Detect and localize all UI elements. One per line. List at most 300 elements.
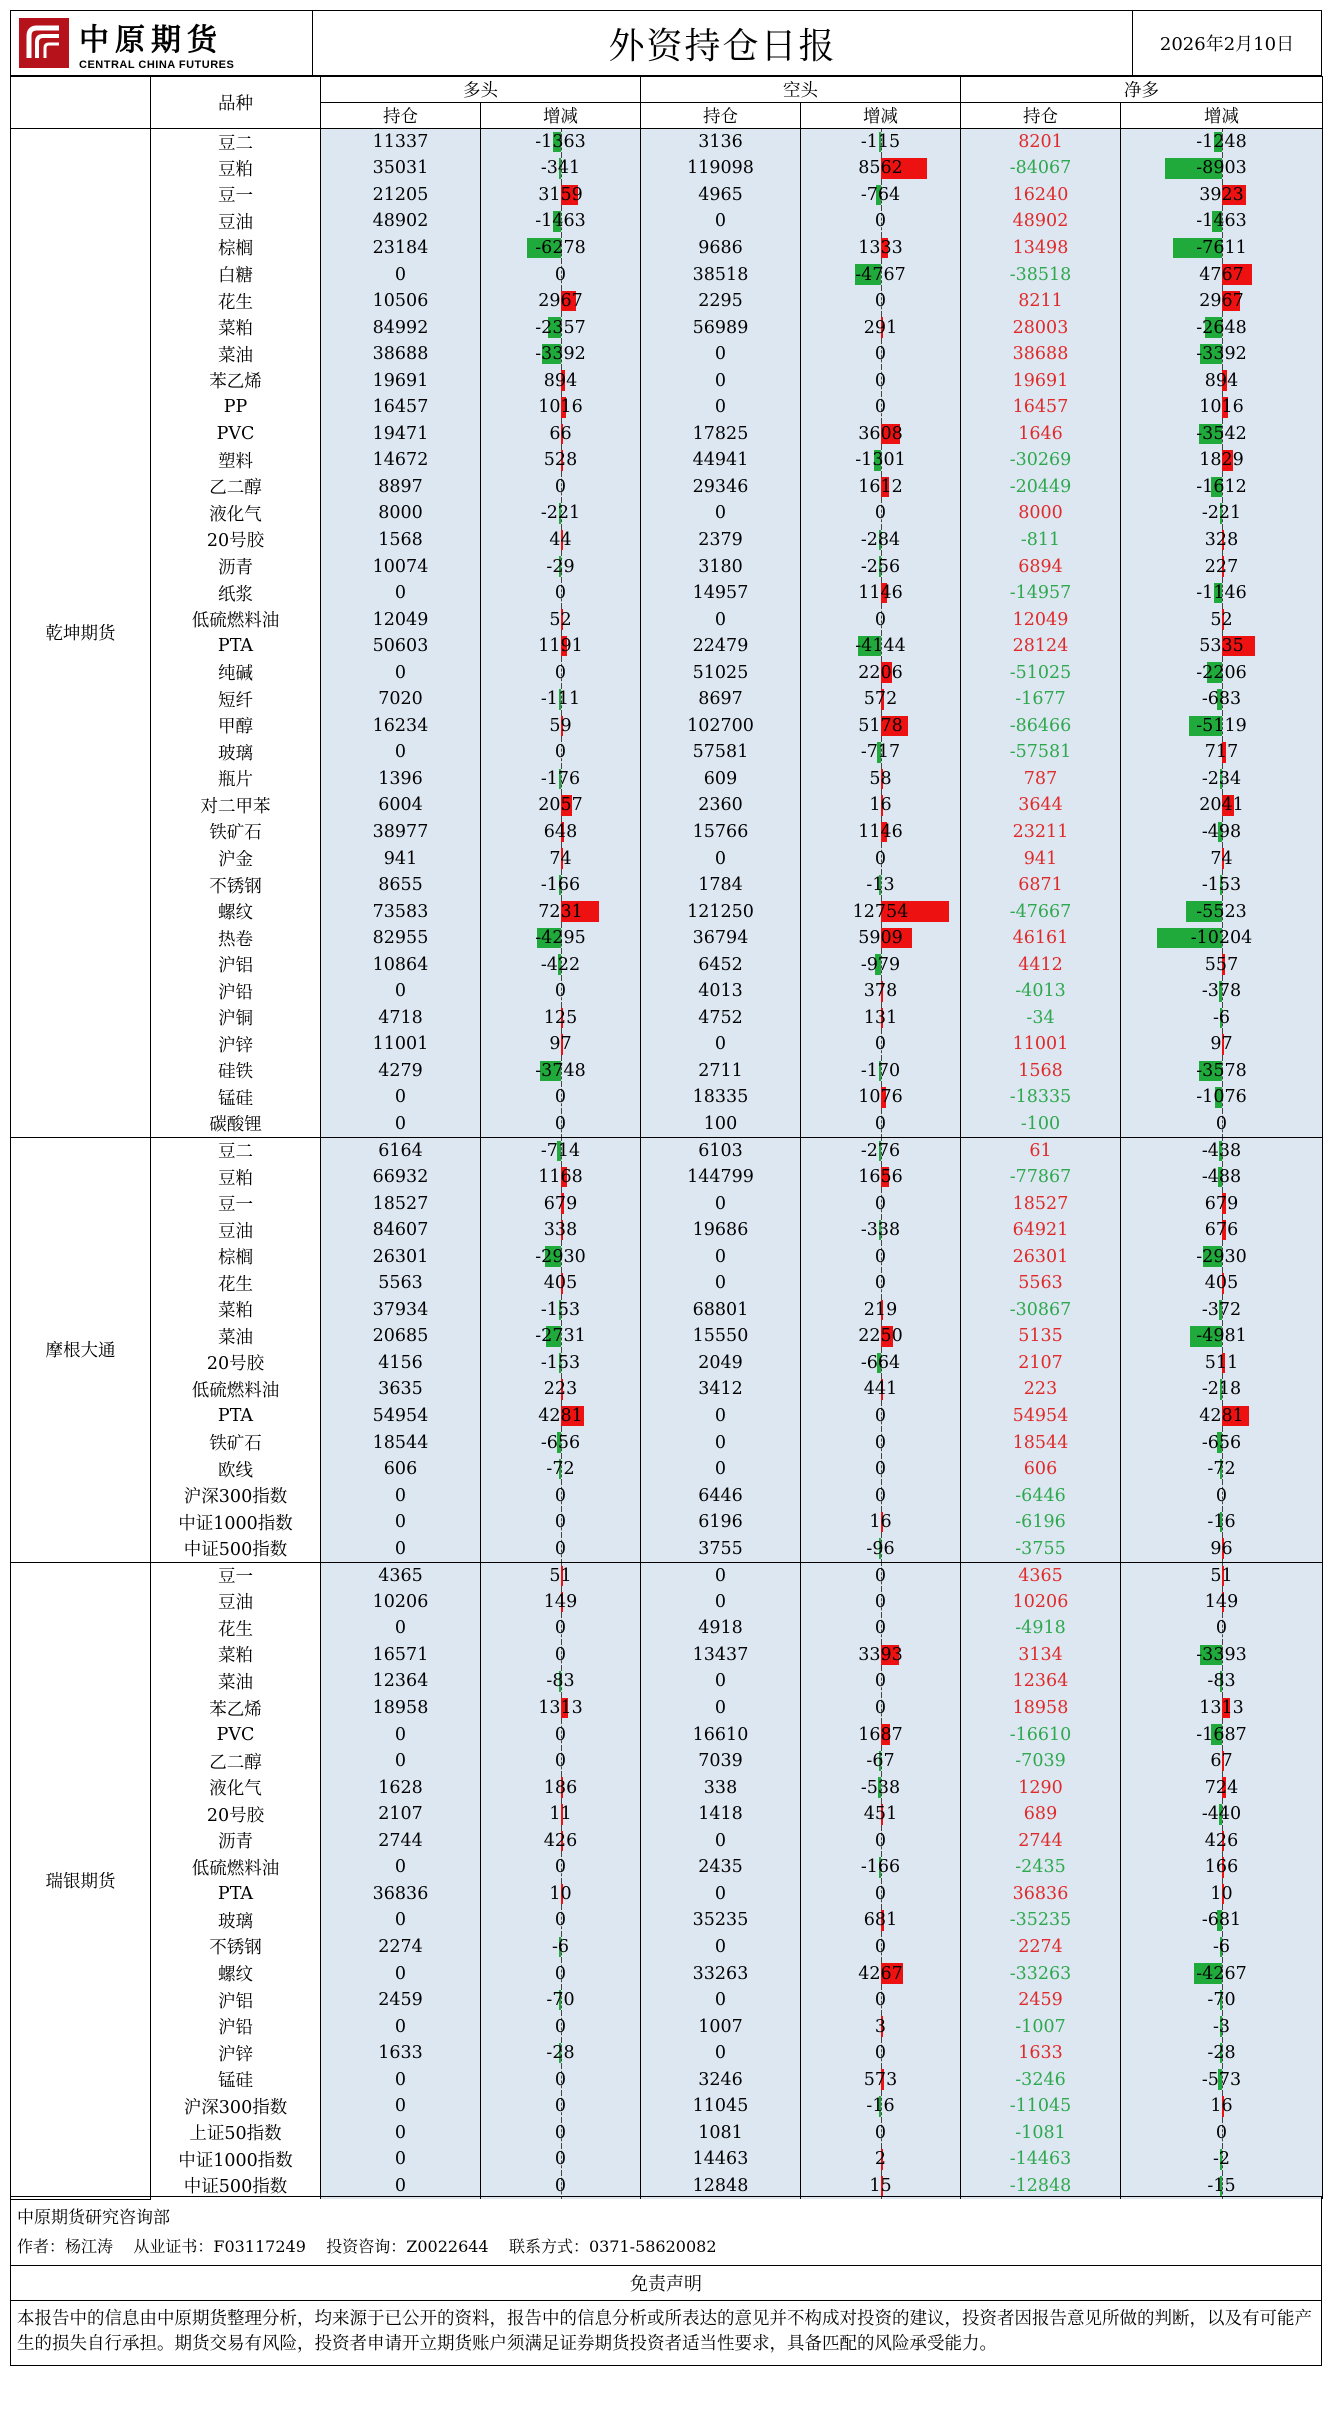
short-position: 0 <box>641 1190 801 1217</box>
long-position: 0 <box>321 1084 481 1111</box>
change-value: -2206 <box>1196 662 1247 683</box>
variety-name: 苯乙烯 <box>151 367 321 394</box>
change-value: -1301 <box>855 450 906 471</box>
net-position: -3246 <box>961 2066 1121 2093</box>
change-value: -4767 <box>855 264 906 285</box>
short-change <box>801 1907 961 1934</box>
change-value: 0 <box>874 344 887 365</box>
change-value: 0 <box>874 397 887 418</box>
short-change <box>801 686 961 713</box>
short-change <box>801 2066 961 2093</box>
long-change <box>481 1695 641 1722</box>
net-position: 689 <box>961 1801 1121 1828</box>
change-value: 679 <box>1204 1193 1239 1214</box>
change-value: -6278 <box>535 237 586 258</box>
net-change <box>1121 1323 1323 1350</box>
change-value: 0 <box>874 1990 887 2011</box>
short-position: 13437 <box>641 1642 801 1669</box>
long-position: 0 <box>321 2120 481 2147</box>
net-position: 787 <box>961 766 1121 793</box>
long-change <box>481 1721 641 1748</box>
table-row <box>11 527 1323 554</box>
long-position: 16457 <box>321 394 481 421</box>
long-position: 4156 <box>321 1350 481 1377</box>
net-change <box>1121 978 1323 1005</box>
short-change <box>801 235 961 262</box>
short-position: 3412 <box>641 1376 801 1403</box>
variety-name: 沪铅 <box>151 978 321 1005</box>
change-value: 291 <box>863 317 898 338</box>
short-position: 17825 <box>641 421 801 448</box>
long-position: 16234 <box>321 713 481 740</box>
net-change <box>1121 1934 1323 1961</box>
net-change <box>1121 527 1323 554</box>
long-position: 2744 <box>321 1828 481 1855</box>
table-row <box>11 2093 1323 2120</box>
long-position: 0 <box>321 261 481 288</box>
short-position: 0 <box>641 1429 801 1456</box>
short-change <box>801 739 961 766</box>
short-position: 6196 <box>641 1509 801 1536</box>
change-value: 1146 <box>858 583 903 604</box>
long-change <box>481 1535 641 1562</box>
change-value: -70 <box>1207 1990 1236 2011</box>
short-change <box>801 1005 961 1032</box>
long-change <box>481 978 641 1005</box>
short-position: 4965 <box>641 182 801 209</box>
long-position: 8655 <box>321 872 481 899</box>
long-position: 19471 <box>321 421 481 448</box>
change-value: 679 <box>543 1193 578 1214</box>
short-change <box>801 208 961 235</box>
short-change <box>801 1828 961 1855</box>
logo-mark-icon <box>19 18 69 68</box>
net-change <box>1121 951 1323 978</box>
short-change-header: 增减 <box>801 103 961 129</box>
net-position-header: 持仓 <box>961 103 1121 129</box>
net-change <box>1121 766 1323 793</box>
long-position: 8000 <box>321 500 481 527</box>
short-position: 0 <box>641 500 801 527</box>
short-change <box>801 606 961 633</box>
change-value: -67 <box>866 1751 895 1772</box>
net-position: -4013 <box>961 978 1121 1005</box>
net-position: -6446 <box>961 1482 1121 1509</box>
short-change <box>801 1589 961 1616</box>
long-change <box>481 1801 641 1828</box>
short-change <box>801 500 961 527</box>
change-value: 0 <box>874 1113 887 1134</box>
table-row <box>11 1960 1323 1987</box>
net-change <box>1121 1960 1323 1987</box>
short-change <box>801 872 961 899</box>
variety-name: 苯乙烯 <box>151 1695 321 1722</box>
long-change <box>481 2040 641 2067</box>
long-change <box>481 1376 641 1403</box>
long-position: 54954 <box>321 1403 481 1430</box>
long-change <box>481 872 641 899</box>
table-row <box>11 1111 1323 1138</box>
change-value: -166 <box>860 1857 901 1878</box>
table-row <box>11 1748 1323 1775</box>
table-row <box>11 2066 1323 2093</box>
change-value: 0 <box>1215 2122 1228 2143</box>
long-change <box>481 129 641 156</box>
short-change <box>801 474 961 501</box>
change-value: 572 <box>863 689 898 710</box>
short-change <box>801 182 961 209</box>
short-position: 15766 <box>641 819 801 846</box>
net-position: 4412 <box>961 951 1121 978</box>
long-change <box>481 1005 641 1032</box>
short-position: 18335 <box>641 1084 801 1111</box>
change-value: 1333 <box>858 237 903 258</box>
short-change <box>801 1535 961 1562</box>
change-value: -28 <box>1207 2043 1236 2064</box>
net-position: -33263 <box>961 1960 1121 1987</box>
long-position: 35031 <box>321 155 481 182</box>
change-value: -714 <box>540 1140 581 1161</box>
table-row <box>11 261 1323 288</box>
short-position: 7039 <box>641 1748 801 1775</box>
net-position: -3755 <box>961 1535 1121 1562</box>
net-change <box>1121 155 1323 182</box>
change-value: 0 <box>874 848 887 869</box>
net-position: -14463 <box>961 2146 1121 2173</box>
change-value: 52 <box>549 609 572 630</box>
variety-name: 棕榈 <box>151 1243 321 1270</box>
change-value: 1687 <box>858 1724 903 1745</box>
change-value: -573 <box>1201 2069 1242 2090</box>
table-row <box>11 1987 1323 2014</box>
long-change <box>481 1881 641 1908</box>
short-change <box>801 1854 961 1881</box>
change-value: 0 <box>1215 1485 1228 1506</box>
change-value: 66 <box>549 423 572 444</box>
short-position: 44941 <box>641 447 801 474</box>
variety-name: 豆一 <box>151 1562 321 1589</box>
change-value: 0 <box>1215 1113 1228 1134</box>
net-position: -1007 <box>961 2013 1121 2040</box>
net-change <box>1121 845 1323 872</box>
short-position: 0 <box>641 1456 801 1483</box>
short-position-header: 持仓 <box>641 103 801 129</box>
short-change <box>801 580 961 607</box>
variety-name: 沪锌 <box>151 2040 321 2067</box>
short-change <box>801 1350 961 1377</box>
long-change <box>481 155 641 182</box>
variety-name: 锰硅 <box>151 2066 321 2093</box>
long-change <box>481 474 641 501</box>
net-position: 13498 <box>961 235 1121 262</box>
long-position: 50603 <box>321 633 481 660</box>
short-position: 3180 <box>641 553 801 580</box>
long-change <box>481 1031 641 1058</box>
short-change <box>801 341 961 368</box>
net-change <box>1121 739 1323 766</box>
logo-chinese: 中原期货 <box>79 23 223 58</box>
long-change <box>481 1243 641 1270</box>
short-position: 2711 <box>641 1058 801 1085</box>
broker-name: 乾坤期货 <box>11 129 151 1138</box>
short-change <box>801 819 961 846</box>
short-position: 2295 <box>641 288 801 315</box>
short-header: 空头 <box>641 77 961 103</box>
short-position: 0 <box>641 1403 801 1430</box>
net-change <box>1121 1031 1323 1058</box>
net-position: -1081 <box>961 2120 1121 2147</box>
long-position-header: 持仓 <box>321 103 481 129</box>
table-row <box>11 1137 1323 1164</box>
long-position: 18527 <box>321 1190 481 1217</box>
change-value: 573 <box>863 2069 898 2090</box>
change-value: 4767 <box>1199 264 1244 285</box>
net-position: 8201 <box>961 129 1121 156</box>
variety-name: PTA <box>151 1881 321 1908</box>
change-value: 2967 <box>1199 291 1244 312</box>
long-change <box>481 1111 641 1138</box>
short-change <box>801 1668 961 1695</box>
net-position: -38518 <box>961 261 1121 288</box>
long-position: 82955 <box>321 925 481 952</box>
change-value: 717 <box>1204 742 1239 763</box>
change-value: 5909 <box>858 928 903 949</box>
change-value: 0 <box>554 2122 567 2143</box>
change-value: 405 <box>543 1273 578 1294</box>
change-value: 67 <box>1210 1751 1233 1772</box>
change-value: 0 <box>874 1618 887 1639</box>
change-value: 0 <box>554 1644 567 1665</box>
long-change <box>481 500 641 527</box>
short-change <box>801 2013 961 2040</box>
short-change <box>801 1748 961 1775</box>
net-position: -84067 <box>961 155 1121 182</box>
change-value: 426 <box>543 1830 578 1851</box>
table-row <box>11 1005 1323 1032</box>
change-value: 0 <box>874 1671 887 1692</box>
net-change <box>1121 2013 1323 2040</box>
change-value: -4295 <box>535 928 586 949</box>
change-value: -83 <box>1207 1671 1236 1692</box>
change-value: -664 <box>860 1352 901 1373</box>
change-value: 16 <box>869 795 892 816</box>
net-position: 11001 <box>961 1031 1121 1058</box>
variety-name: 沪铅 <box>151 2013 321 2040</box>
table-row <box>11 1482 1323 1509</box>
variety-name: 沥青 <box>151 553 321 580</box>
long-position: 0 <box>321 659 481 686</box>
change-value: 5178 <box>858 715 903 736</box>
change-value: -6 <box>1212 1007 1231 1028</box>
short-position: 4013 <box>641 978 801 1005</box>
change-value: 0 <box>554 476 567 497</box>
variety-name: 沪铝 <box>151 1987 321 2014</box>
change-value: -3 <box>1212 2016 1231 2037</box>
long-change <box>481 1270 641 1297</box>
long-position: 0 <box>321 1482 481 1509</box>
net-position: 16457 <box>961 394 1121 421</box>
net-position: 3134 <box>961 1642 1121 1669</box>
change-value: 0 <box>554 1857 567 1878</box>
short-position: 29346 <box>641 474 801 501</box>
variety-name: 玻璃 <box>151 1907 321 1934</box>
short-position: 2435 <box>641 1854 801 1881</box>
net-position: -51025 <box>961 659 1121 686</box>
long-change <box>481 633 641 660</box>
long-position: 10074 <box>321 553 481 580</box>
change-value: 12754 <box>852 901 909 922</box>
short-change <box>801 394 961 421</box>
short-position: 8697 <box>641 686 801 713</box>
variety-name: 沪锌 <box>151 1031 321 1058</box>
short-position: 36794 <box>641 925 801 952</box>
net-change <box>1121 633 1323 660</box>
variety-name: 豆油 <box>151 1217 321 1244</box>
change-value: 1612 <box>858 476 903 497</box>
change-value: 0 <box>554 1087 567 1108</box>
change-value: 1656 <box>858 1167 903 1188</box>
long-position: 14672 <box>321 447 481 474</box>
long-position: 18958 <box>321 1695 481 1722</box>
net-change <box>1121 1774 1323 1801</box>
short-change <box>801 1482 961 1509</box>
variety-name: 瓶片 <box>151 766 321 793</box>
change-value: 74 <box>549 848 572 869</box>
change-value: -338 <box>860 1220 901 1241</box>
net-position: 16240 <box>961 182 1121 209</box>
change-value: 1313 <box>1199 1698 1244 1719</box>
net-change <box>1121 421 1323 448</box>
change-value: 59 <box>549 715 572 736</box>
variety-name: 豆粕 <box>151 1164 321 1191</box>
net-change <box>1121 1562 1323 1589</box>
long-change <box>481 1297 641 1324</box>
change-value: 219 <box>863 1299 898 1320</box>
short-change <box>801 1934 961 1961</box>
table-row <box>11 1190 1323 1217</box>
change-value: 4281 <box>1199 1406 1244 1427</box>
net-change <box>1121 1243 1323 1270</box>
net-position: 23211 <box>961 819 1121 846</box>
variety-name: 菜粕 <box>151 314 321 341</box>
net-position: 26301 <box>961 1243 1121 1270</box>
net-change <box>1121 474 1323 501</box>
change-value: -656 <box>540 1432 581 1453</box>
net-change <box>1121 819 1323 846</box>
change-value: 0 <box>554 1751 567 1772</box>
change-value: 186 <box>543 1777 578 1798</box>
long-change <box>481 1748 641 1775</box>
change-value: -16 <box>1207 1512 1236 1533</box>
variety-name: 低硫燃料油 <box>151 606 321 633</box>
long-position: 0 <box>321 1907 481 1934</box>
change-value: 7231 <box>538 901 583 922</box>
report-header <box>10 10 1322 76</box>
short-change <box>801 1058 961 1085</box>
short-position: 1081 <box>641 2120 801 2147</box>
short-position: 35235 <box>641 1907 801 1934</box>
table-row <box>11 872 1323 899</box>
net-position: 64921 <box>961 1217 1121 1244</box>
change-value: -13 <box>866 875 895 896</box>
change-value: 1829 <box>1199 450 1244 471</box>
change-value: 5335 <box>1199 636 1244 657</box>
short-change <box>801 1376 961 1403</box>
short-position: 22479 <box>641 633 801 660</box>
change-value: -170 <box>860 1060 901 1081</box>
change-value: 74 <box>1210 848 1233 869</box>
change-value: 528 <box>543 450 578 471</box>
net-change <box>1121 1589 1323 1616</box>
net-change <box>1121 713 1323 740</box>
change-value: -3393 <box>1196 1644 1247 1665</box>
change-value: 405 <box>1204 1273 1239 1294</box>
report-date: 2026年2月10日 <box>1159 34 1295 55</box>
report-footer <box>10 2196 1322 2366</box>
net-change <box>1121 2120 1323 2147</box>
short-position: 609 <box>641 766 801 793</box>
change-value: 2041 <box>1199 795 1244 816</box>
department: 中原期货研究咨询部 <box>17 2208 170 2228</box>
net-position: 4365 <box>961 1562 1121 1589</box>
change-value: 1191 <box>538 636 583 657</box>
short-change <box>801 1881 961 1908</box>
long-position: 10506 <box>321 288 481 315</box>
long-header: 多头 <box>321 77 641 103</box>
table-row <box>11 1217 1323 1244</box>
short-position: 57581 <box>641 739 801 766</box>
net-position: 1568 <box>961 1058 1121 1085</box>
long-change <box>481 1084 641 1111</box>
variety-name: 豆一 <box>151 182 321 209</box>
change-value: 1146 <box>858 821 903 842</box>
long-position: 606 <box>321 1456 481 1483</box>
change-value: 2206 <box>858 662 903 683</box>
change-value: 0 <box>554 2016 567 2037</box>
short-change <box>801 1562 961 1589</box>
change-value: -488 <box>1201 1167 1242 1188</box>
change-value: 0 <box>554 1538 567 1559</box>
short-position: 0 <box>641 208 801 235</box>
variety-name: 铁矿石 <box>151 819 321 846</box>
variety-name: 热卷 <box>151 925 321 952</box>
variety-name: PP <box>151 394 321 421</box>
net-change <box>1121 235 1323 262</box>
net-position: 36836 <box>961 1881 1121 1908</box>
long-position: 2107 <box>321 1801 481 1828</box>
change-value: 1016 <box>538 397 583 418</box>
long-change <box>481 421 641 448</box>
change-value: -341 <box>540 158 581 179</box>
table-row <box>11 1403 1323 1430</box>
short-change <box>801 367 961 394</box>
change-value: -153 <box>540 1352 581 1373</box>
variety-name: 甲醇 <box>151 713 321 740</box>
change-value: -111 <box>540 689 581 710</box>
long-change <box>481 553 641 580</box>
change-value: 0 <box>874 1193 887 1214</box>
variety-name: 菜油 <box>151 1323 321 1350</box>
variety-name: 不锈钢 <box>151 1934 321 1961</box>
long-position: 48902 <box>321 208 481 235</box>
variety-name: 中证1000指数 <box>151 2146 321 2173</box>
change-value: 0 <box>874 609 887 630</box>
net-change <box>1121 1509 1323 1536</box>
variety-name: 液化气 <box>151 1774 321 1801</box>
table-row <box>11 1695 1323 1722</box>
net-change <box>1121 659 1323 686</box>
variety-name: 豆油 <box>151 208 321 235</box>
